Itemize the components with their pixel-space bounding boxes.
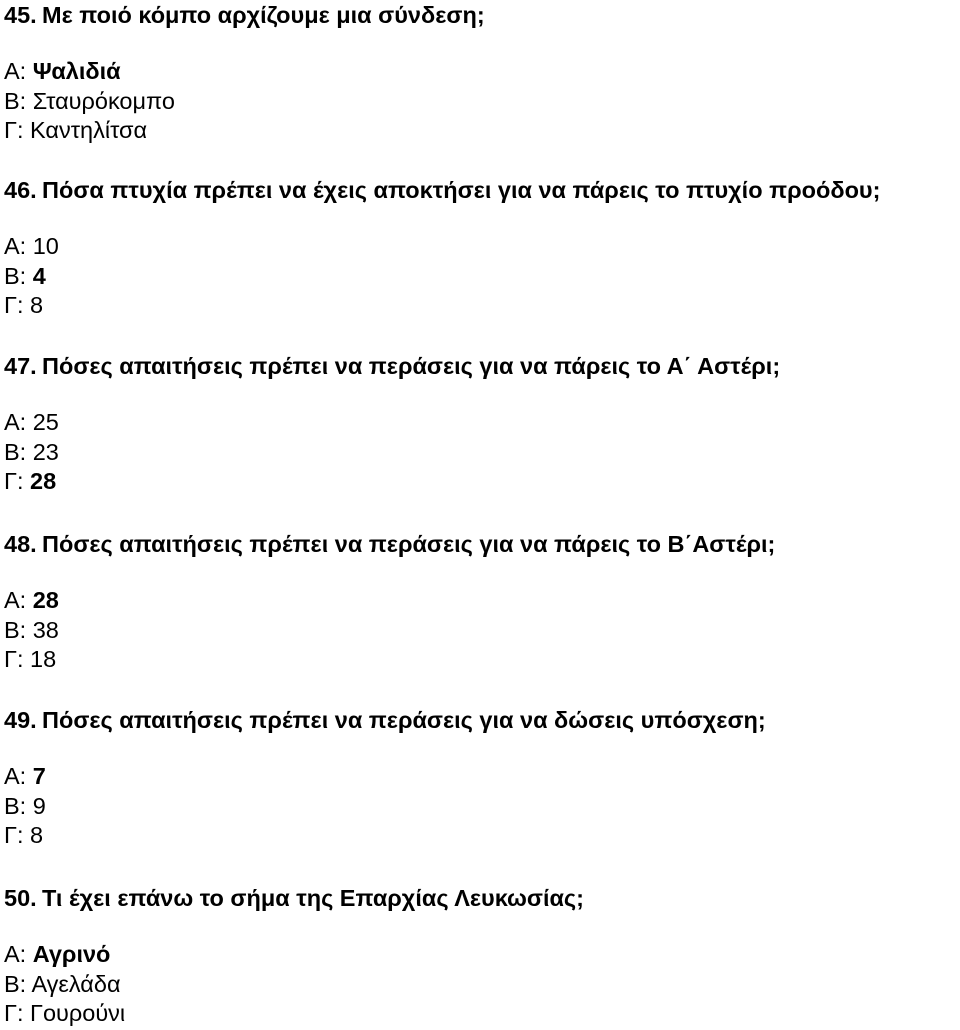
- answer-prefix: Β:: [4, 438, 33, 465]
- answer-prefix: Α:: [4, 587, 33, 613]
- question-title: [4, 175, 954, 205]
- question-number: 45.: [4, 2, 37, 28]
- answer-prefix: Γ:: [4, 646, 31, 672]
- answer-option: [4, 940, 954, 970]
- question-text: Πόσες απαιτήσεις πρέπει να περάσεις για να πάρεις το Β΄Αστέρι;: [42, 531, 776, 557]
- answer-text-correct: 4: [32, 262, 46, 289]
- answer-text: 23: [32, 438, 59, 465]
- answer-prefix: Α:: [4, 409, 33, 435]
- question-title: [4, 883, 954, 913]
- answer-option: [4, 645, 954, 675]
- question-title: [4, 0, 954, 30]
- question-block: [4, 705, 954, 851]
- answer-list: [4, 232, 954, 321]
- answer-list: [4, 762, 954, 851]
- answer-option: [4, 970, 954, 1000]
- answer-option: [4, 792, 954, 822]
- answer-prefix: Γ:: [4, 1000, 31, 1026]
- question-text: Τι έχει επάνω το σήμα της Επαρχίας Λευκωσίας;: [42, 885, 584, 911]
- answer-text: 9: [32, 792, 46, 819]
- question-block: [4, 529, 954, 675]
- answer-list: [4, 408, 954, 497]
- answer-prefix: Γ:: [4, 822, 31, 848]
- question-block: [4, 883, 954, 1029]
- answer-text-correct: 28: [32, 587, 59, 613]
- answer-prefix: Γ:: [4, 292, 31, 318]
- answer-prefix: Γ:: [4, 117, 31, 143]
- answer-option: [4, 87, 954, 117]
- question-text: Πόσα πτυχία πρέπει να έχεις αποκτήσει για να πάρεις το πτυχίο προόδου;: [42, 177, 881, 203]
- answer-text: Καντηλίτσα: [30, 117, 148, 143]
- question-number: 48.: [4, 531, 37, 557]
- answer-text-correct: Αγρινό: [32, 941, 111, 967]
- answer-text: 10: [32, 233, 59, 259]
- question-block: [4, 175, 954, 321]
- answer-option: [4, 821, 954, 851]
- question-title: [4, 351, 954, 381]
- question-number: 50.: [4, 885, 37, 911]
- answer-text: 25: [32, 409, 59, 435]
- question-text: Πόσες απαιτήσεις πρέπει να περάσεις για να πάρεις το Α΄ Αστέρι;: [42, 353, 781, 379]
- answer-option: [4, 999, 954, 1029]
- answer-option: [4, 262, 954, 292]
- answer-prefix: Β:: [4, 970, 32, 997]
- answer-text-correct: 28: [30, 468, 57, 494]
- answer-prefix: Β:: [4, 792, 33, 819]
- answer-option: [4, 762, 954, 792]
- answer-option: [4, 616, 954, 646]
- answer-text: Αγελάδα: [31, 970, 121, 997]
- answer-text: Γουρούνι: [30, 1000, 126, 1026]
- question-title: [4, 705, 954, 735]
- answer-option: [4, 408, 954, 438]
- answer-option: [4, 232, 954, 262]
- question-number: 46.: [4, 177, 37, 203]
- answer-option: [4, 586, 954, 616]
- answer-text: 18: [30, 646, 57, 672]
- answer-text-correct: 7: [32, 763, 46, 789]
- answer-text-correct: Ψαλιδιά: [32, 58, 121, 84]
- answer-text: 38: [32, 616, 59, 643]
- answer-prefix: Α:: [4, 58, 33, 84]
- answer-list: [4, 586, 954, 675]
- answer-option: [4, 116, 954, 146]
- answer-prefix: Β:: [4, 616, 33, 643]
- question-block: [4, 351, 954, 497]
- answer-prefix: Α:: [4, 941, 33, 967]
- answer-option: [4, 291, 954, 321]
- question-text: Πόσες απαιτήσεις πρέπει να περάσεις για να δώσεις υπόσχεση;: [42, 707, 766, 733]
- answer-list: [4, 940, 954, 1029]
- answer-prefix: Α:: [4, 763, 33, 789]
- answer-option: [4, 438, 954, 468]
- answer-text: Σταυρόκομπο: [32, 87, 175, 114]
- answer-prefix: Β:: [4, 87, 33, 114]
- question-block: [4, 0, 954, 146]
- answer-option: [4, 57, 954, 87]
- answer-prefix: Α:: [4, 233, 33, 259]
- question-title: [4, 529, 954, 559]
- question-number: 49.: [4, 707, 37, 733]
- answer-prefix: Γ:: [4, 468, 31, 494]
- answer-text: 8: [30, 292, 44, 318]
- answer-text: 8: [30, 822, 44, 848]
- question-text: Με ποιό κόμπο αρχίζουμε μια σύνδεση;: [42, 2, 485, 28]
- answer-option: [4, 467, 954, 497]
- answer-prefix: Β:: [4, 262, 33, 289]
- question-number: 47.: [4, 353, 37, 379]
- answer-list: [4, 57, 954, 146]
